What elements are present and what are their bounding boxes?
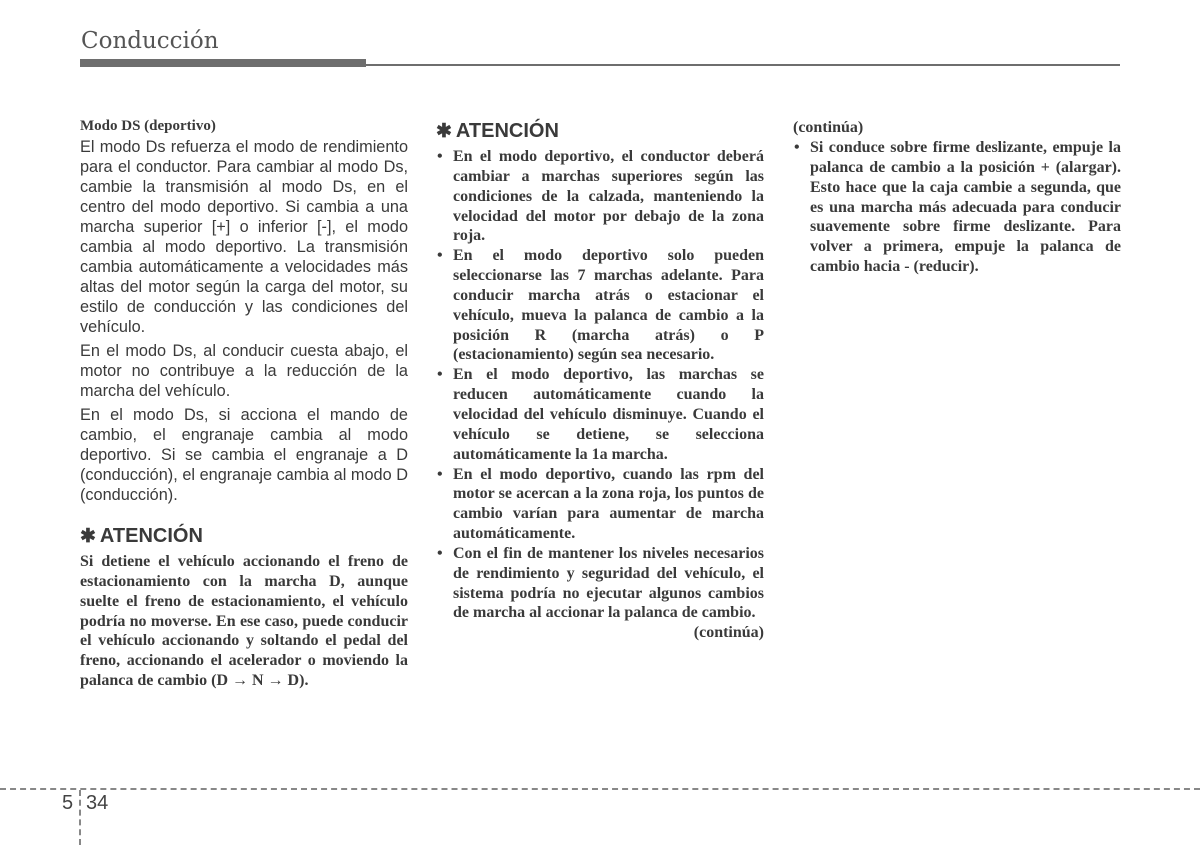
header-rule-thick (80, 59, 366, 67)
body-paragraph: En el modo Ds, al conducir cuesta abajo, el motor no contribuye a la reducción de la marcha del vehículo. (80, 342, 408, 400)
body-paragraph: El modo Ds refuerza el modo de rendimiento para el conductor. Para cambiar al modo Ds, cambie la transmisión al modo Ds, en el centro del modo deportivo. Si cambia a una marcha superior [+] o inferior [-], el modo cambia al modo deportivo. La transmisión cambia automáticamente a velocidades más altas del motor según la carga del motor, su estilo de conducción y las condiciones del vehículo. (80, 138, 408, 336)
continued-label: (continúa) (793, 119, 864, 136)
bullet-dot-icon: • (437, 148, 443, 165)
bullet-dot-icon: • (437, 247, 443, 265)
asterisk-star-icon: ✱ (436, 121, 452, 142)
list-item: • Con el fin de mantener los niveles necesarios de rendimiento y seguridad del vehículo, el sistema podría no ejecutar algunos cambios de marcha al accionar la palanca de cambio. (437, 544, 764, 622)
continued-label: (continúa) (693, 624, 764, 642)
attention-list (793, 138, 1121, 277)
list-item: • En el modo deportivo, el conductor deberá cambiar a marchas superiores según las condiciones de la calzada, manteniendo la velocidad del motor por debajo de la zona roja. (437, 148, 764, 245)
header-rule-thin (366, 64, 1120, 66)
column-right (793, 118, 1121, 277)
attention-heading: ✱ ATENCIÓN (80, 525, 203, 547)
list-item: • En el modo deportivo solo pueden seleccionarse las 7 marchas adelante. Para conducir marcha atrás o estacionar el vehículo, mueva la palanca de cambio a la posición R (marcha atrás) o P (estacionamiento) según sea necesario. (437, 247, 764, 364)
page-title: Conducción (81, 28, 219, 54)
body-paragraph: En el modo Ds, si acciona el mando de cambio, el engranaje cambia al modo deportivo. Si se cambia el engranaje a D (conducción), el engranaje cambia al modo D (conducción). (80, 406, 408, 504)
list-item: • En el modo deportivo, cuando las rpm del motor se acercan a la zona roja, los puntos de cambio varían para aumentar de marcha automáticamente. (437, 465, 764, 543)
bullet-dot-icon: • (437, 465, 443, 483)
bullet-dot-icon: • (794, 139, 800, 156)
asterisk-star-icon: ✱ (80, 526, 96, 547)
bullet-dot-icon: • (437, 544, 443, 562)
section-number: 5 (62, 792, 74, 814)
footer-divider (79, 790, 81, 845)
list-item: • Si conduce sobre firme deslizante, empuje la palanca de cambio a la posición + (alargar). Esto hace que la caja cambie a segunda, que es una marcha más adecuada para conducir suavemente sobre firme deslizante. Para volver a primera, empuje la palanca de cambio hacia - (reducir). (794, 139, 1121, 276)
attention-heading: ✱ ATENCIÓN (436, 120, 559, 142)
section-subtitle: Modo DS (deportivo) (80, 118, 216, 134)
column-left (80, 118, 408, 691)
attention-text: Si detiene el vehículo accionando el freno de estacionamiento con la marcha D, aunque suelte el freno de estacionamiento, el vehículo podría no moverse. En ese caso, puede conducir el vehículo accionando y soltando el pedal del freno, accionando el acelerador o moviendo la palanca de cambio (D → N → D). (80, 553, 408, 690)
list-item: • En el modo deportivo, las marchas se reducen automáticamente cuando la velocidad del vehículo disminuye. Cuando el vehículo se detiene, se selecciona automáticamente la 1a marcha. (437, 366, 764, 463)
bullet-dot-icon: • (437, 366, 443, 384)
footer-rule (0, 788, 1200, 790)
column-middle (436, 118, 764, 643)
attention-list (436, 147, 764, 623)
page-number: 34 (86, 792, 109, 814)
